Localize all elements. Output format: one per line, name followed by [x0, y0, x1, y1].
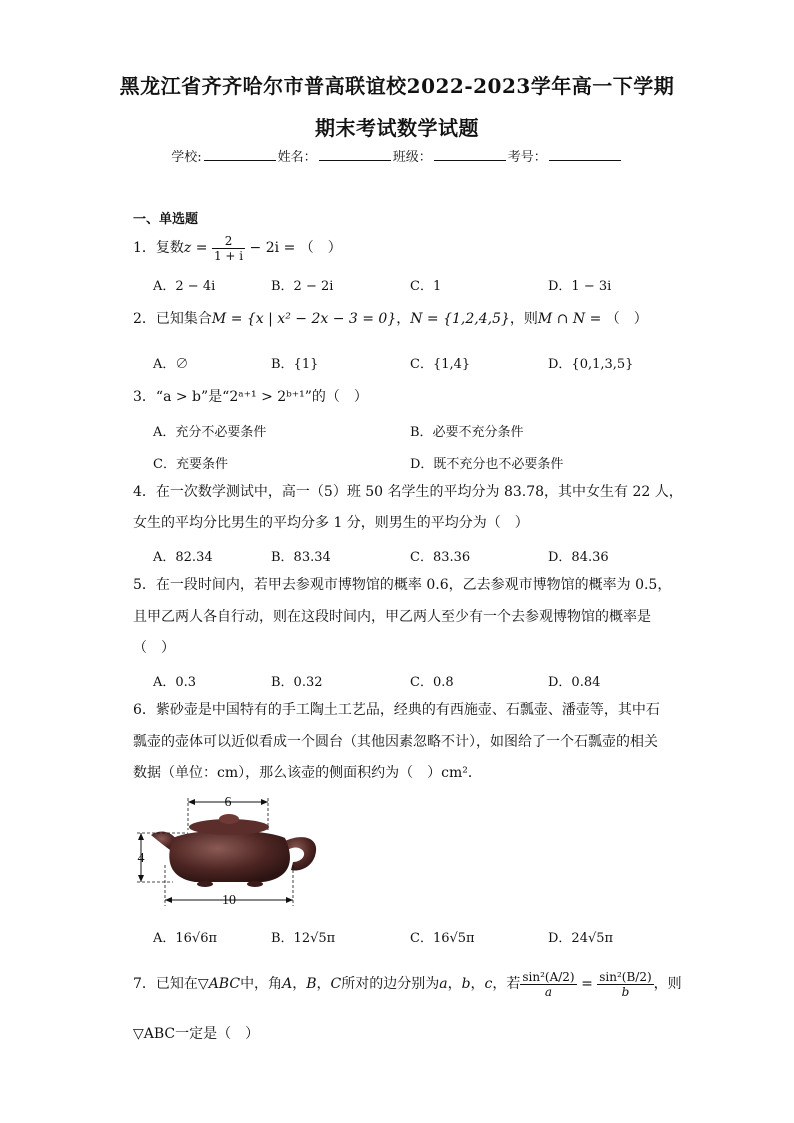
q7-frac1-num: sin²(A/2) — [522, 969, 575, 984]
q1-option-c[interactable]: C．1 — [410, 279, 442, 294]
q2-option-d[interactable]: D．{0,1,3,5} — [548, 357, 634, 372]
q2-text-a: 2．已知集合 — [133, 311, 212, 327]
q2-intersection: M ∩ N — [537, 311, 586, 327]
exam-title-line1: 黑龙江省齐齐哈尔市普高联谊校2022-2023学年高一下学期 — [119, 74, 675, 98]
q7-triangle: ▽ABC — [197, 976, 241, 992]
q1-fraction — [212, 234, 245, 263]
q7-side-a: a — [439, 976, 448, 992]
class-label: 班级： — [392, 150, 432, 165]
q7-frac2-den: b — [621, 984, 630, 999]
teapot-figure — [133, 790, 333, 915]
q7-text-a: 7．已知在 — [133, 976, 198, 992]
question-7-line2: ▽ABC一定是（ ） — [133, 1026, 260, 1042]
q3-option-b[interactable]: B．必要不充分条件 — [410, 425, 524, 440]
q7-angle-a: A — [282, 976, 293, 992]
q2-option-a[interactable]: A．∅ — [153, 357, 189, 372]
question-6-line3: 数据（单位：cm），那么该壶的侧面积约为（ ）cm²． — [133, 765, 482, 781]
number-blank[interactable] — [549, 148, 621, 161]
q7-fraction-1 — [520, 970, 576, 999]
q1-option-a[interactable]: A．2 − 4i — [153, 279, 216, 294]
question-6-line1: 6．紫砂壶是中国特有的手工陶土工艺品，经典的有西施壶、石瓢壶、潘壶等，其中石 — [133, 702, 660, 718]
q1-tail: − 2i = （ ） — [245, 240, 342, 256]
q3-option-c[interactable]: C．充要条件 — [153, 457, 228, 472]
question-1 — [133, 232, 342, 264]
question-6-line2: 瓢壶的壶体可以近似看成一个圆台（其他因素忽略不计），如图给了一个石瓢壶的相关 — [133, 734, 658, 750]
question-2 — [133, 303, 648, 335]
q2-options — [153, 353, 673, 377]
name-label: 姓名： — [277, 150, 317, 165]
q6-option-c[interactable]: C．16√5π — [410, 931, 475, 946]
q6-option-a[interactable]: A．16√6π — [153, 931, 218, 946]
question-4-line1: 4．在一次数学测试中，高一（5）班 50 名学生的平均分为 83.78，其中女生有 22 人， — [133, 484, 683, 500]
q1-num: 2 — [212, 234, 245, 249]
q7-fraction-2 — [597, 970, 653, 999]
q7-angle-c: C — [330, 976, 342, 992]
q5-option-b[interactable]: B．0.32 — [271, 675, 323, 690]
teapot-knob — [219, 814, 239, 824]
q2-text-e: ，则 — [509, 311, 538, 327]
q5-option-d[interactable]: D．0.84 — [548, 675, 601, 690]
q1-options — [153, 275, 673, 299]
q7-frac2-num: sin²(B/2) — [599, 969, 652, 984]
q5-options — [153, 671, 673, 695]
q3-options-row1 — [153, 421, 673, 445]
name-blank[interactable] — [319, 148, 391, 161]
q6-options — [153, 927, 673, 951]
question-5-line3: （ ） — [133, 640, 175, 656]
school-blank[interactable] — [204, 148, 276, 161]
q1-option-d[interactable]: D．1 − 3i — [548, 279, 612, 294]
q4-options — [153, 546, 673, 570]
q3-option-a[interactable]: A．充分不必要条件 — [153, 425, 267, 440]
q7-text-d: ，若 — [492, 976, 521, 992]
q2-text-g: = （ ） — [585, 311, 648, 327]
section-heading: 一、单选题 — [133, 212, 199, 227]
q4-option-a[interactable]: A．82.34 — [153, 550, 213, 565]
q6-option-b[interactable]: B．12√5π — [271, 931, 336, 946]
q7-text-c: 所对的边分别为 — [341, 976, 440, 992]
q3-options-row2 — [153, 453, 673, 477]
q4-option-c[interactable]: C．83.36 — [410, 550, 471, 565]
q7-angle-b: B — [306, 976, 317, 992]
q1-z: z — [183, 240, 192, 256]
number-label: 考号： — [507, 150, 547, 165]
q7-side-b: b — [461, 976, 471, 992]
q5-option-c[interactable]: C．0.8 — [410, 675, 454, 690]
question-5-line2: 且甲乙两人各自行动，则在这段时间内，甲乙两人至少有一个去参观博物馆的概率是 — [133, 609, 651, 625]
question-4-line2: 女生的平均分比男生的平均分多 1 分，则男生的平均分为（ ） — [133, 515, 529, 531]
class-blank[interactable] — [434, 148, 506, 161]
q3-option-d[interactable]: D．既不充分也不必要条件 — [410, 457, 564, 472]
q1-den: 1 + i — [213, 248, 244, 263]
q2-option-c[interactable]: C．{1,4} — [410, 357, 471, 372]
q5-option-a[interactable]: A．0.3 — [153, 675, 197, 690]
q1-option-b[interactable]: B．2 − 2i — [271, 279, 334, 294]
question-7-line1: 7．已知在▽ABC中，角A，B，C所对的边分别为a，b，c，若 $\frac{\text{sin²(A/2)}}{a}$ = $\frac{\text{sin²(B/2)}}{b}$ ，则 — [133, 969, 682, 999]
q2-option-b[interactable]: B．{1} — [271, 357, 319, 372]
teapot-body — [169, 831, 290, 883]
dim-bottom-label: 10 — [222, 893, 236, 908]
q6-option-d[interactable]: D．24√5π — [548, 931, 614, 946]
question-5-line1: 5．在一段时间内，若甲去参观市博物馆的概率 0.6，乙去参观市博物馆的概率为 0.5， — [133, 577, 672, 593]
q1-lead: 1．复数 — [133, 240, 184, 256]
q7-text-b: 中，角 — [240, 976, 283, 992]
q7-eq: = — [576, 976, 598, 992]
q7-side-c: c — [484, 976, 493, 992]
q4-option-d[interactable]: D．84.36 — [548, 550, 609, 565]
school-label: 学校: — [171, 150, 202, 165]
q7-frac1-den: a — [544, 984, 553, 999]
q1-eq: = — [191, 240, 212, 256]
q2-set-n: N = {1,2,4,5} — [410, 311, 510, 327]
exam-title-line2: 期末考试数学试题 — [315, 116, 479, 140]
q2-set-m: M = {x | x² − 2x − 3 = 0} — [211, 311, 397, 327]
dim-top-label: 6 — [224, 795, 232, 810]
q2-text-c: ， — [396, 311, 411, 327]
student-info-line — [0, 146, 794, 165]
q4-option-b[interactable]: B．83.34 — [271, 550, 331, 565]
q7-text-e: ，则 — [653, 976, 682, 992]
dim-left-label: 4 — [137, 851, 145, 866]
question-3: 3．“a > b”是“2ᵃ⁺¹ > 2ᵇ⁺¹”的（ ） — [133, 389, 368, 405]
